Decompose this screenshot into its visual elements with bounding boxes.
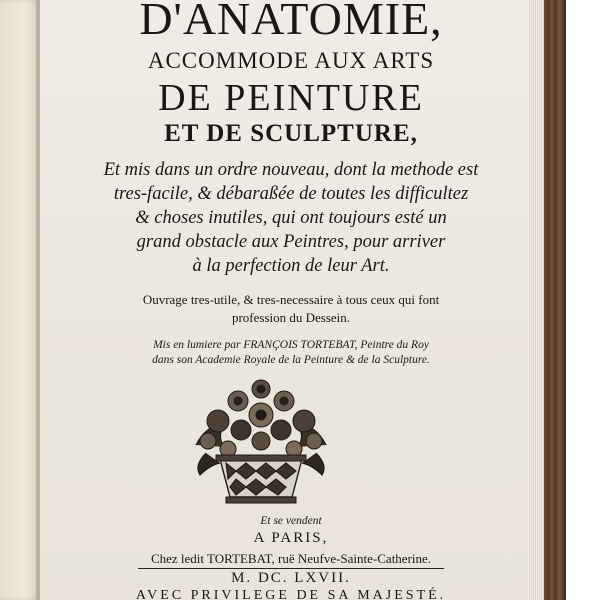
subtitle-line: ACCOMMODE AUX ARTS	[147, 48, 435, 73]
imprint-address-line: Chez ledit TORTEBAT, ruë Neufve-Sainte-Catherine.	[150, 551, 432, 566]
description-line: Et mis dans un ordre nouveau, dont la methode est	[103, 160, 479, 180]
description-line: tres-facile, & débaraßée de toutes les difficultez	[113, 184, 469, 204]
background	[566, 0, 600, 600]
page-edges	[528, 0, 544, 600]
imprint-sold-line: Et se vendent	[260, 515, 322, 527]
book-spine	[544, 0, 566, 600]
imprint-date-line: M. DC. LXVII.	[231, 570, 351, 586]
title-page	[40, 0, 542, 600]
author-line: Mis en lumiere par FRANÇOIS TORTEBAT, Peintre du Roy	[153, 339, 429, 351]
ouvrage-line: profession du Dessein.	[231, 310, 351, 325]
imprint-rule	[138, 568, 444, 569]
ouvrage-line: Ouvrage tres-utile, & tres-necessaire à tous ceux qui font	[142, 292, 440, 307]
sculpture-line: ET DE SCULPTURE,	[164, 120, 418, 147]
description-line: à la perfection de leur Art.	[192, 256, 390, 276]
arts-line: DE PEINTURE	[158, 77, 424, 119]
description-line: & choses inutiles, qui ont toujours esté un	[135, 208, 447, 228]
spine-highlight	[550, 0, 554, 600]
flower-basket-icon	[186, 375, 336, 509]
imprint-privilege-line: AVEC PRIVILEGE DE SA MAJESTÉ.	[135, 588, 447, 600]
title-line: D'ANATOMIE,	[139, 0, 443, 44]
facing-page-edge	[0, 0, 40, 600]
author-line: dans son Academie Royale de la Peinture & de la Sculpture.	[152, 354, 430, 366]
imprint-city-line: A PARIS,	[253, 530, 329, 546]
description-line: grand obstacle aux Peintres, pour arriver	[136, 232, 446, 252]
